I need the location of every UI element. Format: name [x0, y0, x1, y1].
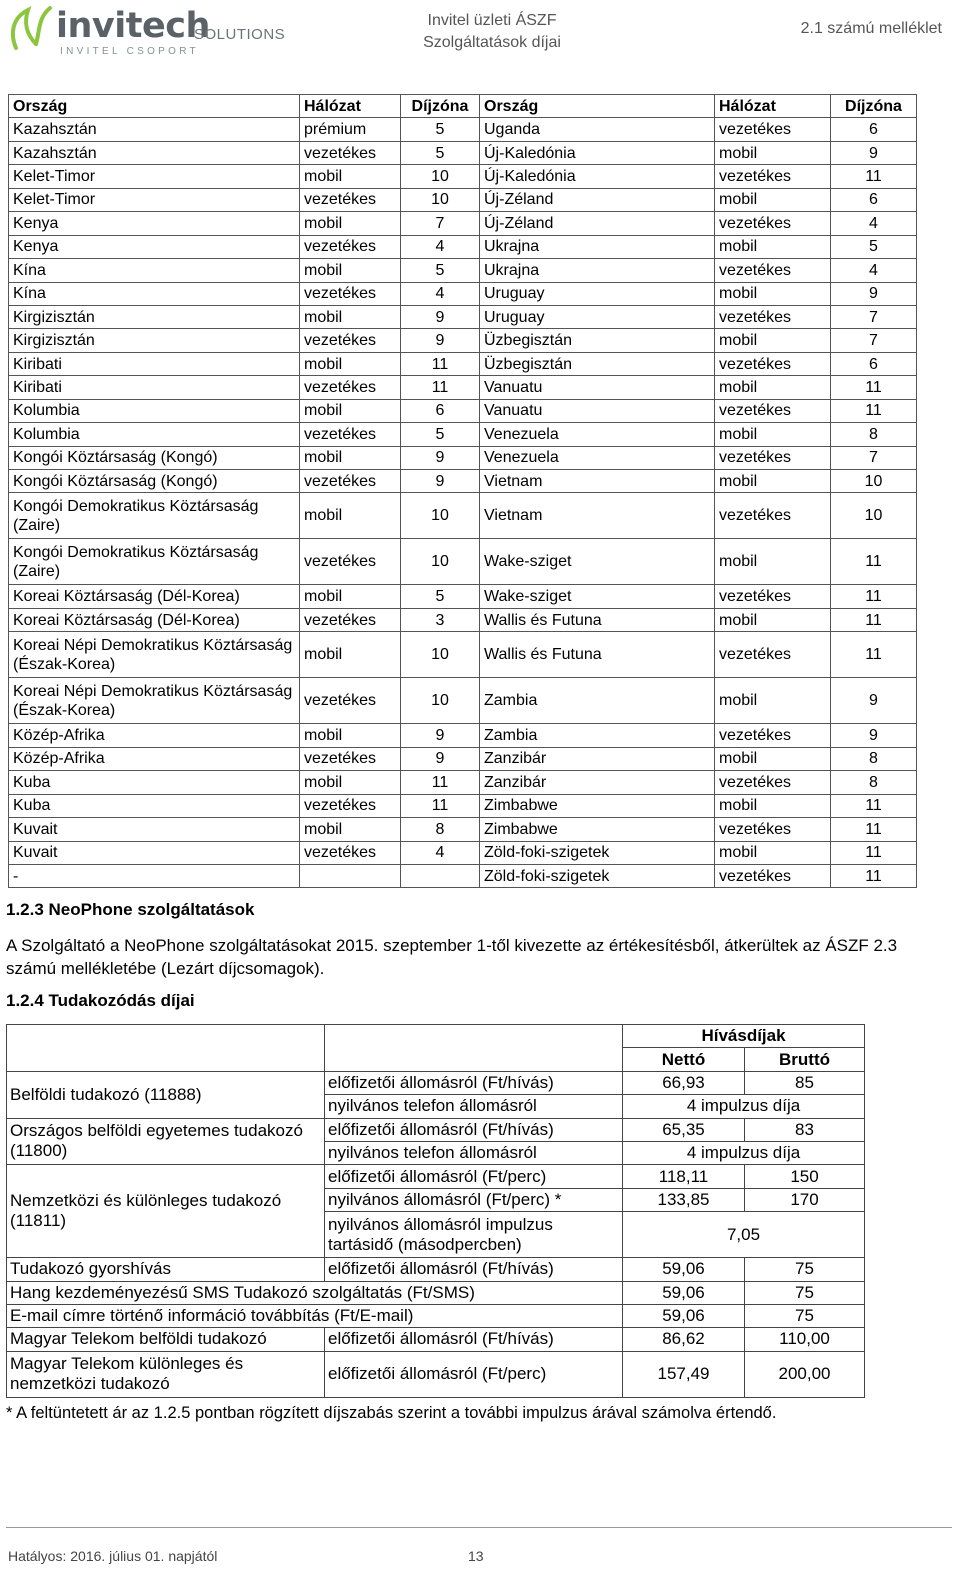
country-cell: Zöld-foki-szigetek: [480, 841, 715, 864]
zone-cell: 11: [401, 794, 480, 817]
gross-price: 75: [745, 1281, 865, 1304]
header-country: Ország: [9, 95, 300, 118]
zone-cell: 4: [401, 282, 480, 305]
zone-cell: 11: [831, 399, 917, 422]
country-cell: Venezuela: [480, 423, 715, 446]
country-cell: Wallis és Futuna: [480, 608, 715, 631]
section-heading-info: 1.2.4 Tudakozódás díjai: [6, 991, 195, 1010]
net-price: 133,85: [623, 1188, 745, 1211]
table-row: [9, 188, 917, 211]
network-cell: vezetékes: [715, 864, 831, 887]
header-gross: Bruttó: [745, 1048, 865, 1071]
net-price: 66,93: [623, 1071, 745, 1094]
header-call-fees: Hívásdíjak: [623, 1025, 865, 1048]
zone-cell: 5: [401, 423, 480, 446]
information-service-fees-table: [6, 1024, 865, 1398]
network-cell: vezetékes: [715, 118, 831, 141]
gross-price: 110,00: [745, 1328, 865, 1351]
network-cell: mobil: [715, 747, 831, 770]
footer-divider: [6, 1527, 952, 1528]
zone-cell: 8: [401, 818, 480, 841]
network-cell: mobil: [715, 188, 831, 211]
network-cell: mobil: [715, 470, 831, 493]
neophone-paragraph: A Szolgáltató a NeoPhone szolgáltatásokat 2015. szeptember 1-től kivezette az értékesítésből, átkerültek az ÁSZF 2.3 számú mellékletébe (Lezárt díjcsomagok).: [6, 936, 898, 978]
table-row: [9, 632, 917, 678]
country-cell: Koreai Köztársaság (Dél-Korea): [9, 585, 300, 608]
zone-cell: 7: [401, 212, 480, 235]
network-cell: vezetékes: [300, 841, 401, 864]
country-cell: Ukrajna: [480, 235, 715, 258]
zone-cell: 5: [401, 585, 480, 608]
country-cell: Kína: [9, 282, 300, 305]
price: 4 impulzus díja: [623, 1095, 865, 1118]
country-cell: Kirgizisztán: [9, 329, 300, 352]
country-cell: Kolumbia: [9, 423, 300, 446]
gross-price: 75: [745, 1258, 865, 1281]
country-cell: Közép-Afrika: [9, 747, 300, 770]
network-cell: vezetékes: [300, 539, 401, 585]
zone-cell: 6: [831, 118, 917, 141]
table-row: [9, 771, 917, 794]
country-cell: Koreai Népi Demokratikus Köztársaság (Észak-Korea): [9, 632, 300, 678]
zone-cell: 7: [831, 329, 917, 352]
net-price: 59,06: [623, 1281, 745, 1304]
zone-cell: 5: [401, 141, 480, 164]
zone-cell: 8: [831, 747, 917, 770]
service-name: Magyar Telekom különleges és nemzetközi tudakozó: [7, 1351, 325, 1397]
zone-cell: 10: [401, 165, 480, 188]
document-title-line2: Szolgáltatások díjai: [423, 34, 561, 51]
header-country: Ország: [480, 95, 715, 118]
country-cell: Zanzibár: [480, 771, 715, 794]
country-cell: Közép-Afrika: [9, 724, 300, 747]
table-row: [7, 1025, 865, 1048]
table-row: [9, 376, 917, 399]
table-row: [9, 423, 917, 446]
country-cell: Wake-sziget: [480, 539, 715, 585]
call-type: nyilvános telefon állomásról: [325, 1095, 623, 1118]
country-cell: Uganda: [480, 118, 715, 141]
country-cell: Új-Kaledónia: [480, 165, 715, 188]
country-cell: Kiribati: [9, 376, 300, 399]
table-row: [9, 165, 917, 188]
net-price: 86,62: [623, 1328, 745, 1351]
network-cell: mobil: [300, 259, 401, 282]
zone-cell: 11: [401, 352, 480, 375]
zone-cell: 7: [831, 446, 917, 469]
network-cell: mobil: [715, 678, 831, 724]
price: 7,05: [623, 1212, 865, 1258]
logo-wordmark: invitech: [56, 6, 210, 46]
page-number: 13: [468, 1548, 484, 1564]
country-cell: Zimbabwe: [480, 794, 715, 817]
zone-cell: 10: [831, 470, 917, 493]
header-network: Hálózat: [300, 95, 401, 118]
table-row: [9, 141, 917, 164]
network-cell: mobil: [300, 585, 401, 608]
table-row: [9, 539, 917, 585]
country-cell: Zambia: [480, 678, 715, 724]
header-zone: Díjzóna: [831, 95, 917, 118]
network-cell: mobil: [300, 399, 401, 422]
table-row: [9, 818, 917, 841]
network-cell: mobil: [300, 632, 401, 678]
zone-cell: 11: [831, 818, 917, 841]
network-cell: mobil: [715, 608, 831, 631]
zone-cell: 4: [401, 235, 480, 258]
zone-cell: 5: [831, 235, 917, 258]
header-network: Hálózat: [715, 95, 831, 118]
table-row: [9, 841, 917, 864]
country-cell: Új-Kaledónia: [480, 141, 715, 164]
network-cell: vezetékes: [715, 259, 831, 282]
table-row: [9, 305, 917, 328]
country-cell: Kenya: [9, 235, 300, 258]
zone-cell: 11: [831, 608, 917, 631]
table-row: [7, 1328, 865, 1351]
country-cell: Kazahsztán: [9, 141, 300, 164]
table-row: [7, 1351, 865, 1397]
network-cell: mobil: [715, 282, 831, 305]
call-type: nyilvános telefon állomásról: [325, 1141, 623, 1164]
network-cell: vezetékes: [300, 678, 401, 724]
zone-cell: 11: [831, 794, 917, 817]
call-type: előfizetői állomásról (Ft/hívás): [325, 1071, 623, 1094]
zone-cell: 5: [401, 259, 480, 282]
logo-solutions: SOLUTIONS: [194, 26, 286, 43]
country-cell: Kuvait: [9, 841, 300, 864]
country-cell: Új-Zéland: [480, 212, 715, 235]
table-row: [9, 352, 917, 375]
network-cell: vezetékes: [300, 188, 401, 211]
table-row: [7, 1304, 865, 1327]
section-heading-neophone: 1.2.3 NeoPhone szolgáltatások: [6, 900, 255, 919]
service-name: E-mail címre történő információ továbbítás (Ft/E-mail): [7, 1304, 623, 1327]
net-price: 65,35: [623, 1118, 745, 1141]
service-name: Tudakozó gyorshívás: [7, 1258, 325, 1281]
service-name: Magyar Telekom belföldi tudakozó: [7, 1328, 325, 1351]
network-cell: vezetékes: [300, 376, 401, 399]
zone-cell: 9: [401, 470, 480, 493]
country-cell: Kirgizisztán: [9, 305, 300, 328]
zone-cell: 8: [831, 771, 917, 794]
country-cell: Kiribati: [9, 352, 300, 375]
country-cell: Üzbegisztán: [480, 352, 715, 375]
logo-leaf-icon: [6, 4, 54, 54]
country-cell: Zöld-foki-szigetek: [480, 864, 715, 887]
zone-cell: 9: [831, 141, 917, 164]
zone-cell: 10: [401, 188, 480, 211]
price: 4 impulzus díja: [623, 1141, 865, 1164]
table-row: [9, 470, 917, 493]
country-cell: Kongói Köztársaság (Kongó): [9, 446, 300, 469]
gross-price: 200,00: [745, 1351, 865, 1397]
network-cell: vezetékes: [300, 141, 401, 164]
network-cell: mobil: [300, 771, 401, 794]
zone-cell: 4: [831, 212, 917, 235]
country-cell: Koreai Köztársaság (Dél-Korea): [9, 608, 300, 631]
zone-cell: 6: [831, 188, 917, 211]
zone-cell: 9: [831, 678, 917, 724]
network-cell: vezetékes: [715, 446, 831, 469]
zone-cell: 11: [401, 376, 480, 399]
country-cell: Zimbabwe: [480, 818, 715, 841]
zone-cell: 11: [831, 841, 917, 864]
zone-cell: 11: [831, 585, 917, 608]
network-cell: vezetékes: [300, 235, 401, 258]
network-cell: mobil: [715, 794, 831, 817]
zone-cell: 8: [831, 423, 917, 446]
country-cell: Vietnam: [480, 493, 715, 539]
table-row: [7, 1165, 865, 1188]
table-row: [9, 724, 917, 747]
zone-cell: 11: [831, 864, 917, 887]
call-type: előfizetői állomásról (Ft/hívás): [325, 1118, 623, 1141]
table-row: [7, 1118, 865, 1141]
network-cell: vezetékes: [715, 632, 831, 678]
table-row: [9, 259, 917, 282]
net-price: 59,06: [623, 1304, 745, 1327]
table-row: [9, 608, 917, 631]
network-cell: mobil: [715, 329, 831, 352]
country-cell: Kuvait: [9, 818, 300, 841]
table-row: [9, 678, 917, 724]
zone-cell: 9: [831, 282, 917, 305]
network-cell: vezetékes: [715, 771, 831, 794]
network-cell: mobil: [715, 539, 831, 585]
zone-cell: 11: [401, 771, 480, 794]
network-cell: mobil: [715, 841, 831, 864]
country-cell: Uruguay: [480, 305, 715, 328]
table-row: [9, 585, 917, 608]
service-name: Belföldi tudakozó (11888): [7, 1071, 325, 1118]
country-cell: Kongói Köztársaság (Kongó): [9, 470, 300, 493]
zone-cell: 3: [401, 608, 480, 631]
table-row: [9, 446, 917, 469]
zone-cell: 4: [401, 841, 480, 864]
gross-price: 150: [745, 1165, 865, 1188]
table-row: [9, 864, 917, 887]
country-cell: Kongói Demokratikus Köztársaság (Zaire): [9, 539, 300, 585]
network-cell: mobil: [715, 235, 831, 258]
net-price: 157,49: [623, 1351, 745, 1397]
network-cell: mobil: [300, 305, 401, 328]
zone-cell: 9: [401, 329, 480, 352]
country-cell: -: [9, 864, 300, 887]
gross-price: 83: [745, 1118, 865, 1141]
network-cell: mobil: [300, 493, 401, 539]
country-cell: Kenya: [9, 212, 300, 235]
country-cell: Ukrajna: [480, 259, 715, 282]
country-cell: Kelet-Timor: [9, 188, 300, 211]
network-cell: mobil: [300, 352, 401, 375]
network-cell: mobil: [300, 165, 401, 188]
table-row: [7, 1281, 865, 1304]
zone-cell: 11: [831, 165, 917, 188]
call-type: előfizetői állomásról (Ft/hívás): [325, 1258, 623, 1281]
effective-date: Hatályos: 2016. július 01. napjától: [8, 1548, 218, 1564]
country-cell: Kazahsztán: [9, 118, 300, 141]
country-zone-table: [8, 94, 917, 888]
zone-cell: 5: [401, 118, 480, 141]
country-cell: Kína: [9, 259, 300, 282]
header-zone: Díjzóna: [401, 95, 480, 118]
zone-cell: 10: [401, 632, 480, 678]
network-cell: mobil: [300, 212, 401, 235]
table-row: [7, 1071, 865, 1094]
network-cell: vezetékes: [715, 724, 831, 747]
zone-cell: 10: [401, 539, 480, 585]
table-row: [9, 794, 917, 817]
zone-cell: 9: [401, 724, 480, 747]
service-name: Nemzetközi és különleges tudakozó (11811): [7, 1165, 325, 1258]
zone-cell: 6: [831, 352, 917, 375]
country-cell: Kolumbia: [9, 399, 300, 422]
zone-cell: 11: [831, 539, 917, 585]
network-cell: vezetékes: [715, 305, 831, 328]
page-header: [0, 0, 960, 70]
network-cell: vezetékes: [300, 423, 401, 446]
country-cell: Venezuela: [480, 446, 715, 469]
table-row: [9, 747, 917, 770]
zone-cell: [401, 864, 480, 887]
call-type: előfizetői állomásról (Ft/hívás): [325, 1328, 623, 1351]
network-cell: vezetékes: [300, 329, 401, 352]
table-row: [7, 1258, 865, 1281]
document-title: [402, 10, 582, 54]
country-cell: Uruguay: [480, 282, 715, 305]
country-cell: Vietnam: [480, 470, 715, 493]
network-cell: vezetékes: [715, 165, 831, 188]
country-cell: Zambia: [480, 724, 715, 747]
zone-cell: 10: [401, 493, 480, 539]
country-cell: Kuba: [9, 794, 300, 817]
network-cell: mobil: [715, 141, 831, 164]
network-cell: vezetékes: [715, 212, 831, 235]
table-row: [9, 282, 917, 305]
call-type: nyilvános állomásról impulzus tartásidő (másodpercben): [325, 1212, 623, 1258]
document-title-line1: Invitel üzleti ÁSZF: [427, 12, 557, 29]
country-cell: Kuba: [9, 771, 300, 794]
header-net: Nettó: [623, 1048, 745, 1071]
network-cell: mobil: [300, 446, 401, 469]
zone-cell: 9: [401, 446, 480, 469]
zone-cell: 10: [401, 678, 480, 724]
call-type: előfizetői állomásról (Ft/perc): [325, 1351, 623, 1397]
call-type: előfizetői állomásról (Ft/perc): [325, 1165, 623, 1188]
network-cell: vezetékes: [715, 585, 831, 608]
gross-price: 170: [745, 1188, 865, 1211]
network-cell: vezetékes: [300, 608, 401, 631]
network-cell: vezetékes: [300, 794, 401, 817]
network-cell: prémium: [300, 118, 401, 141]
country-cell: Kelet-Timor: [9, 165, 300, 188]
table-row: [9, 493, 917, 539]
table-row: [9, 118, 917, 141]
zone-cell: 9: [401, 747, 480, 770]
net-price: 59,06: [623, 1258, 745, 1281]
country-cell: Üzbegisztán: [480, 329, 715, 352]
country-cell: Új-Zéland: [480, 188, 715, 211]
table-row: [9, 212, 917, 235]
network-cell: vezetékes: [300, 470, 401, 493]
network-cell: vezetékes: [300, 747, 401, 770]
gross-price: 75: [745, 1304, 865, 1327]
zone-cell: 11: [831, 632, 917, 678]
network-cell: vezetékes: [715, 818, 831, 841]
country-table-body: [9, 118, 917, 888]
network-cell: vezetékes: [715, 352, 831, 375]
network-cell: vezetékes: [715, 399, 831, 422]
country-cell: Wallis és Futuna: [480, 632, 715, 678]
table-header-row: [9, 95, 917, 118]
footnote: * A feltüntetett ár az 1.2.5 pontban rögzített díjszabás szerint a további impulzus árával számolva értendő.: [6, 1404, 777, 1422]
network-cell: mobil: [715, 423, 831, 446]
table-row: [9, 235, 917, 258]
table-row: [7, 1048, 865, 1071]
net-price: 118,11: [623, 1165, 745, 1188]
network-cell: [300, 864, 401, 887]
network-cell: mobil: [300, 818, 401, 841]
annex-label: 2.1 számú melléklet: [800, 20, 942, 37]
table-row: [9, 399, 917, 422]
zone-cell: 9: [831, 724, 917, 747]
country-cell: Zanzibár: [480, 747, 715, 770]
country-cell: Vanuatu: [480, 376, 715, 399]
country-cell: Vanuatu: [480, 399, 715, 422]
service-name: Országos belföldi egyetemes tudakozó (11800): [7, 1118, 325, 1165]
zone-cell: 4: [831, 259, 917, 282]
network-cell: vezetékes: [300, 282, 401, 305]
zone-cell: 9: [401, 305, 480, 328]
zone-cell: 7: [831, 305, 917, 328]
logo-subtitle: INVITEL CSOPORT: [60, 46, 199, 57]
gross-price: 85: [745, 1071, 865, 1094]
country-cell: Koreai Népi Demokratikus Köztársaság (Észak-Korea): [9, 678, 300, 724]
zone-cell: 10: [831, 493, 917, 539]
zone-cell: 11: [831, 376, 917, 399]
service-name: Hang kezdeményezésű SMS Tudakozó szolgáltatás (Ft/SMS): [7, 1281, 623, 1304]
network-cell: mobil: [715, 376, 831, 399]
call-type: nyilvános állomásról (Ft/perc) *: [325, 1188, 623, 1211]
zone-cell: 6: [401, 399, 480, 422]
network-cell: mobil: [300, 724, 401, 747]
country-cell: Kongói Demokratikus Köztársaság (Zaire): [9, 493, 300, 539]
invitech-logo: [6, 4, 286, 60]
network-cell: vezetékes: [715, 493, 831, 539]
country-cell: Wake-sziget: [480, 585, 715, 608]
table-row: [9, 329, 917, 352]
